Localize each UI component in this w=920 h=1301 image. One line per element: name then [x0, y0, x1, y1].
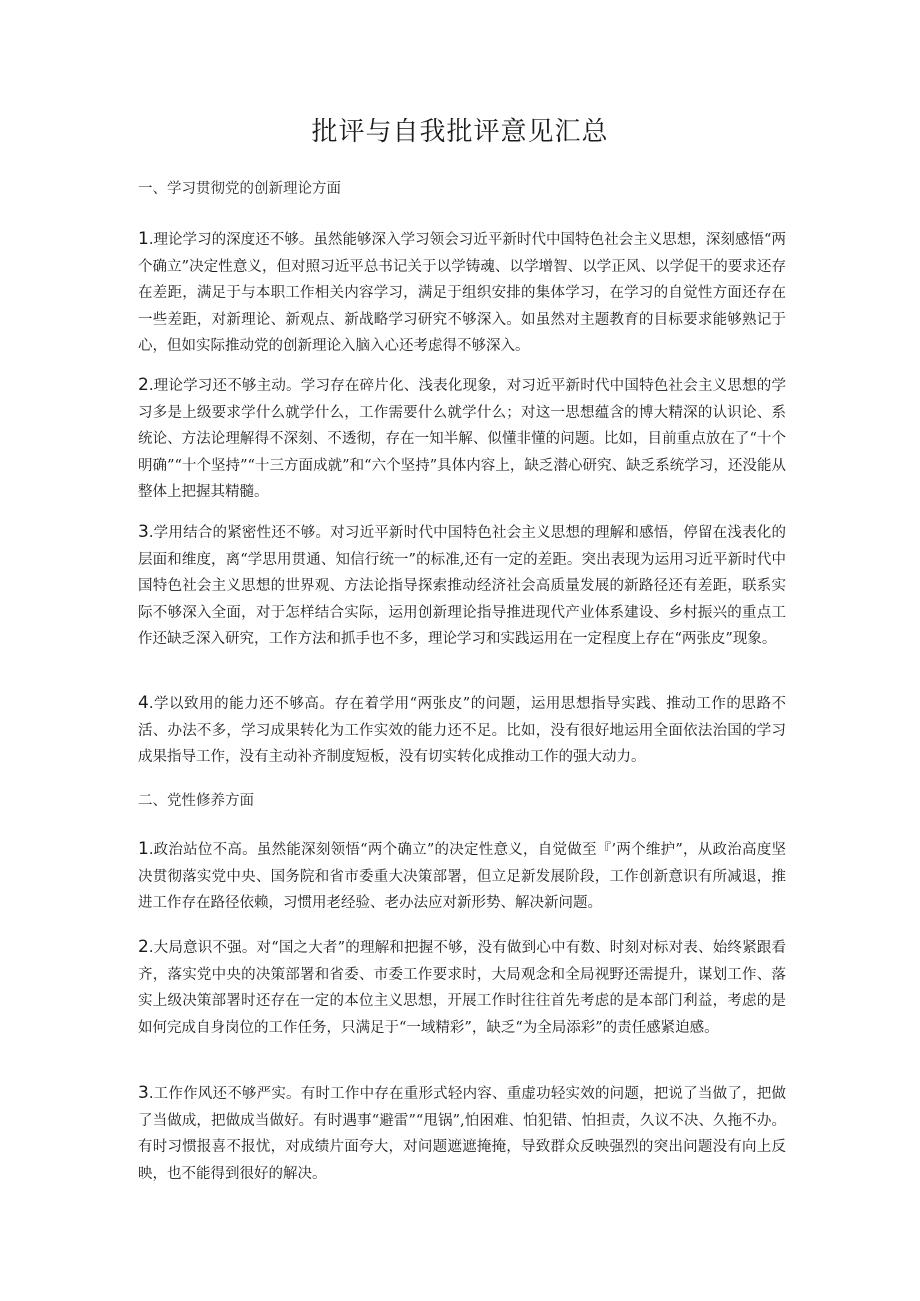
item-text: .大局意识不强。对“国之大者”的理解和把握不够，没有做到心中有数、时刻对标对表、始终紧跟看齐，落实党中央的决策部署和省委、市委工作要求时，大局观念和全局视野还需提升，谋划工作、落实上级决策部署时还存在一定的本位主义思想，开展工作时往往首先考虑的是本部门利益，考虑的是如何完成自身岗位的工作任务，只满足于“一域精彩”，缺乏“为全局添彩”的责任感紧迫感。	[138, 940, 786, 1036]
document-title: 批评与自我批评意见汇总	[311, 117, 609, 147]
item-text: .学以致用的能力还不够高。存在着学用“两张皮”的问题，运用思想指导实践、推动工作的思路不活、办法不多，学习成果转化为工作实效的能力还不足。比如，没有很好地运用全面依法治国的学习成果指导工作，没有主动补齐制度短板，没有切实转化成推动工作的强大动力。	[138, 696, 786, 765]
item-text: .理论学习还不够主动。学习存在碎片化、浅表化现象，对习近平新时代中国特色社会主义思想的学习多是上级要求学什么就学什么，工作需要什么就学什么；对这一思想蕴含的博大精深的认识论、系统论、方法论理解得不深刻、不透彻，存在一知半解、似懂非懂的问题。比如，目前重点放在了“十个明确”“十个坚持”“十三方面成就”和“六个坚持”具体内容上，缺乏潜心研究、缺乏系统学习，还没能从整体上把握其精髓。	[138, 378, 786, 500]
item-number: 2	[138, 375, 149, 395]
theory-item-1	[138, 226, 786, 360]
section-heading-party-spirit: 二、党性修养方面	[138, 793, 254, 809]
item-number: 1	[138, 839, 149, 859]
theory-item-2	[138, 372, 786, 506]
section-heading-theory: 一、学习贯彻党的创新理论方面	[138, 181, 341, 197]
item-text: .工作作风还不够严实。有时工作中存在重形式轻内容、重虚功轻实效的问题，把说了当做了，把做了当做成，把做成当做好。有时遇事“避雷”“甩锅”,怕困难、怕犯错、怕担责，久议不决、久拖不办。有时习惯报喜不报忧，对成绩片面夸大，对问题遮遮掩掩，导致群众反映强烈的突出问题没有向上反映，也不能得到很好的解决。	[138, 1086, 786, 1182]
item-number: 3	[138, 1083, 149, 1103]
item-text: .理论学习的深度还不够。虽然能够深入学习领会习近平新时代中国特色社会主义思想，深刻感悟“两个确立”决定性意义，但对照习近平总书记关于以学铸魂、以学增智、以学正风、以学促干的要求还存在差距，满足于与本职工作相关内容学习，满足于组织安排的集体学习，在学习的自觉性方面还存在一些差距，对新理论、新观点、新战略学习研究不够深入。如虽然对主题教育的目标要求能够熟记于心，但如实际推动党的创新理论入脑入心还考虑得不够深入。	[138, 232, 786, 354]
item-text: .政治站位不高。虽然能深刻领悟“两个确立”的决定性意义，自觉做至『’两个维护”，从政治高度坚决贯彻落实党中央、国务院和省市委重大决策部署，但立足新发展阶段，工作创新意识有所减退，推进工作存在路径依赖，习惯用老经验、老办法应对新形势、解决新问题。	[138, 842, 786, 911]
party-item-3	[138, 1080, 786, 1187]
item-number: 2	[138, 937, 149, 957]
item-number: 1	[138, 229, 149, 249]
item-number: 3	[138, 522, 149, 542]
party-item-1	[138, 836, 786, 917]
party-item-2	[138, 934, 786, 1041]
item-number: 4	[138, 693, 149, 713]
theory-item-3	[138, 519, 786, 653]
theory-item-4	[138, 690, 786, 771]
item-text: .学用结合的紧密性还不够。对习近平新时代中国特色社会主义思想的理解和感悟，停留在浅表化的层面和维度，离“学思用贯通、知信行统一”的标准,还有一定的差距。突出表现为运用习近平新时代中国特色社会主义思想的世界观、方法论指导探索推动经济社会高质量发展的新路径还有差距，联系实际不够深入全面，对于怎样结合实际，运用创新理论指导推进现代产业体系建设、乡村振兴的重点工作还缺乏深入研究，工作方法和抓手也不多，理论学习和实践运用在一定程度上存在“两张皮”现象。	[138, 525, 786, 647]
